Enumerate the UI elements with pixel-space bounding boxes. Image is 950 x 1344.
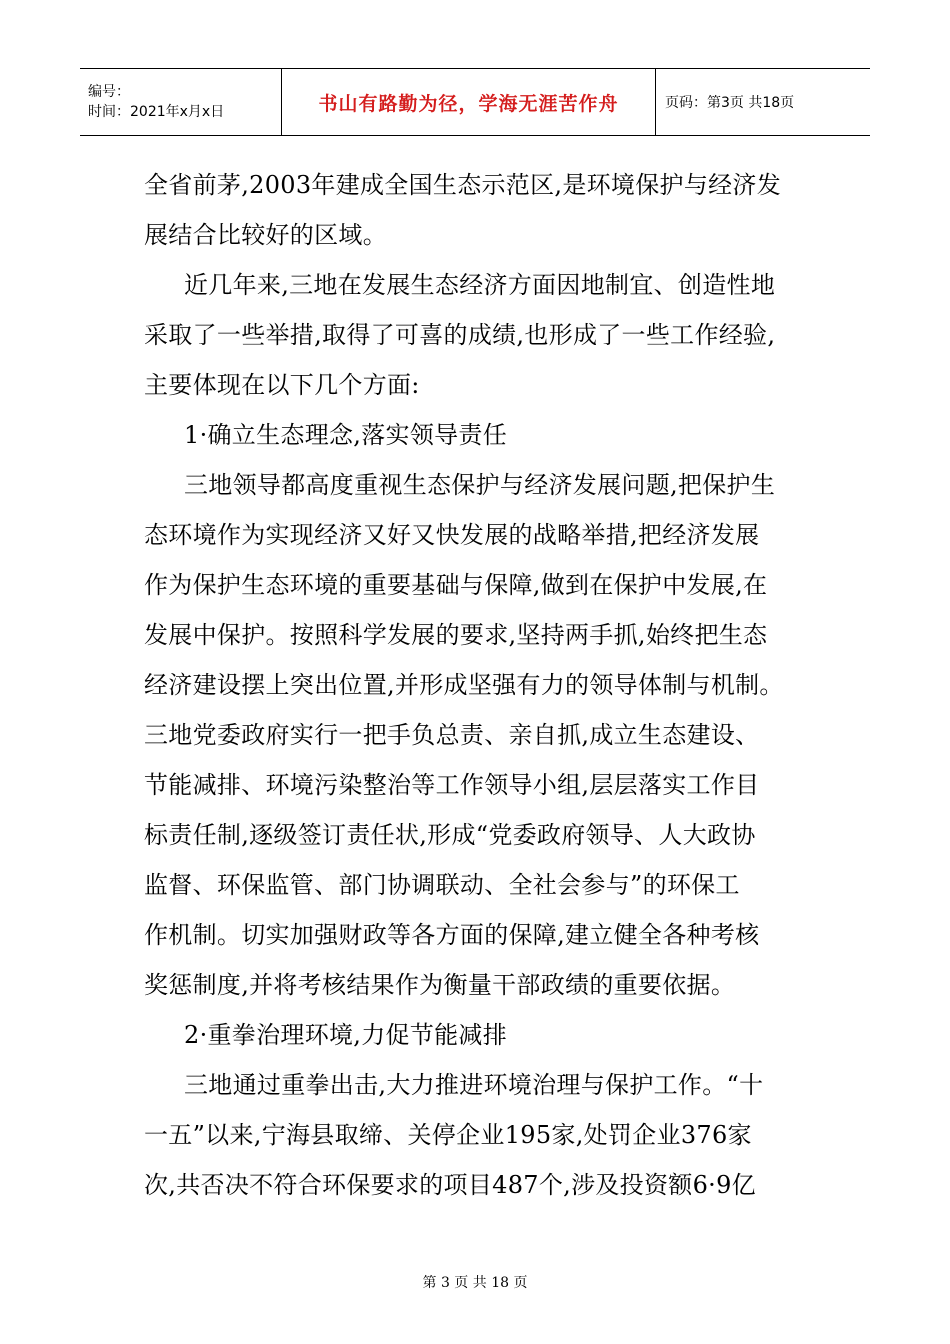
body-line: 三地通过重拳出击,大力推进环境治理与保护工作。“十 [184,1071,764,1099]
body-line: 发展中保护。按照科学发展的要求,坚持两手抓,始终把生态 [144,621,768,649]
body-line: 作机制。切实加强财政等各方面的保障,建立健全各种考核 [144,921,760,949]
body-line: 节能减排、环境污染整治等工作领导小组,层层落实工作目 [144,771,760,799]
document-time-label: 时间：2021年x月x日 [88,104,225,120]
document-number-label: 编号： [88,84,130,100]
body-line: 次,共否决不符合环保要求的项目487个,涉及投资额6·9亿 [144,1171,756,1199]
body-line: 采取了一些举措,取得了可喜的成绩,也形成了一些工作经验, [144,321,776,349]
header-page-info: 页码：第3页 共18页 [665,95,795,111]
body-line: 态环境作为实现经济又好又快发展的战略举措,把经济发展 [144,521,760,549]
body-line: 三地党委政府实行一把手负总责、亲自抓,成立生态建设、 [144,721,760,749]
header-motto: 书山有路勤为径，学海无涯苦作舟 [282,69,656,135]
body-line: 奖惩制度,并将考核结果作为衡量干部政绩的重要依据。 [144,971,736,999]
body-line: 展结合比较好的区域。 [144,221,387,249]
body-line: 全省前茅,2003年建成全国生态示范区,是环境保护与经济发 [144,171,782,199]
document-body [144,160,812,1210]
body-line: 作为保护生态环境的重要基础与保障,做到在保护中发展,在 [144,571,768,599]
body-line: 近几年来,三地在发展生态经济方面因地制宜、创造性地 [184,271,776,299]
body-line: 三地领导都高度重视生态保护与经济发展问题,把保护生 [184,471,776,499]
header-meta [80,69,282,135]
body-line: 监督、环保监管、部门协调联动、全社会参与”的环保工 [144,871,740,899]
body-line: 一五”以来,宁海县取缔、关停企业195家,处罚企业376家 [144,1121,752,1149]
section-heading: 2·重拳治理环境,力促节能减排 [184,1021,508,1049]
page-header [80,68,870,136]
body-line: 标责任制,逐级签订责任状,形成“党委政府领导、人大政协 [144,821,756,849]
section-heading: 1·确立生态理念,落实领导责任 [184,421,508,449]
body-line: 经济建设摆上突出位置,并形成坚强有力的领导体制与机制。 [144,671,784,699]
body-line: 主要体现在以下几个方面: [144,371,420,399]
page-footer: 第 3 页 共 18 页 [422,1275,528,1291]
